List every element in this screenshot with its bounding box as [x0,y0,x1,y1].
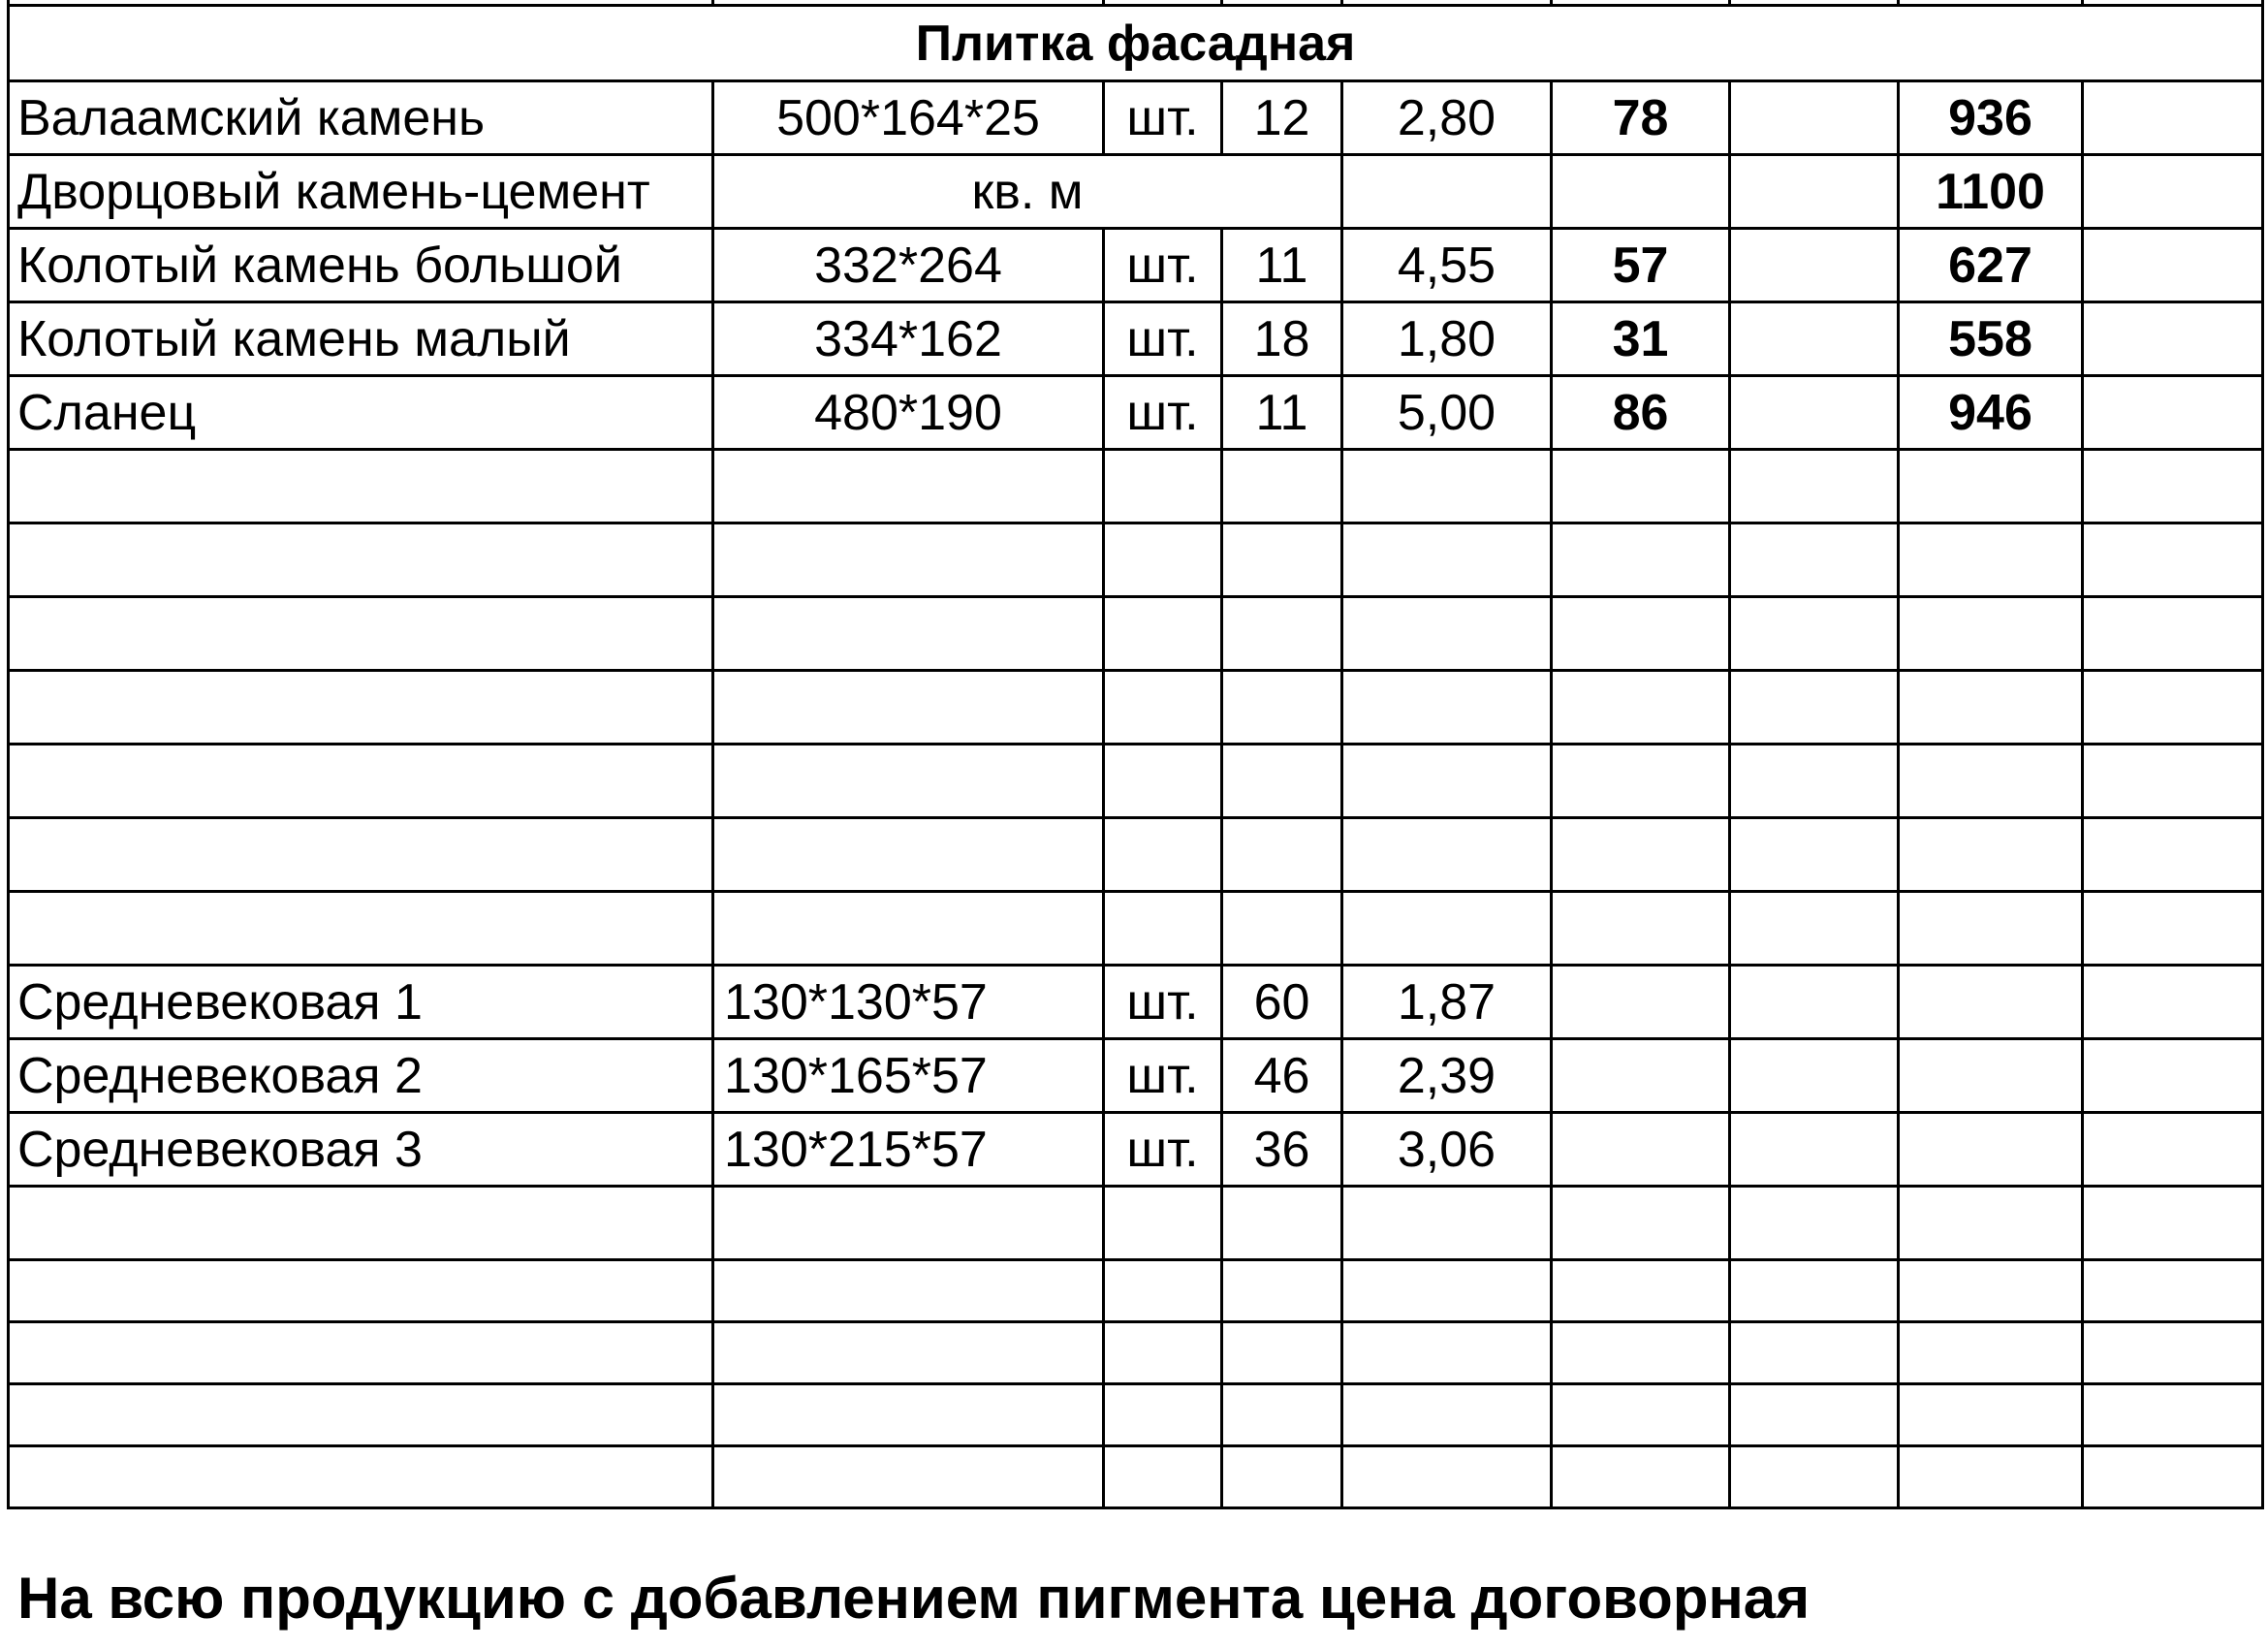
price-cell: 2,80 [1342,81,1552,155]
col8-cell: 558 [1899,302,2083,376]
size-cell: 334*162 [713,302,1104,376]
col8-cell: 936 [1899,81,2083,155]
price-cell: 2,39 [1342,1039,1552,1113]
empty-table-row [9,1260,2263,1322]
empty-table-row [9,1384,2263,1446]
unit-cell: шт. [1104,229,1222,302]
section-title: Плитка фасадная [9,6,2263,81]
empty-table-row [9,523,2263,597]
col8-cell: 627 [1899,229,2083,302]
product-name-cell: Средневековая 2 [9,1039,713,1113]
empty-table-row [9,671,2263,745]
unit-cell: шт. [1104,81,1222,155]
empty-table-row [9,1187,2263,1260]
table-row [9,81,2263,155]
table-row [9,1039,2263,1113]
product-name-cell: Средневековая 3 [9,1113,713,1187]
empty-table-row [9,892,2263,966]
col6-cell: 78 [1552,81,1730,155]
table-row [9,966,2263,1039]
col9-cell [2083,376,2263,450]
table-row [9,155,2263,229]
price-cell: 1,87 [1342,966,1552,1039]
qty-cell: 12 [1222,81,1342,155]
empty-table-row [9,745,2263,818]
price-cell: 3,06 [1342,1113,1552,1187]
col9-cell [2083,155,2263,229]
price-cell: 5,00 [1342,376,1552,450]
col9-cell [2083,302,2263,376]
col6-cell: 86 [1552,376,1730,450]
col7-cell [1730,155,1899,229]
col6-cell: 57 [1552,229,1730,302]
col7-cell [1730,81,1899,155]
col7-cell [1730,376,1899,450]
product-name-cell: Колотый камень большой [9,229,713,302]
size-cell: 130*165*57 [713,1039,1104,1113]
col7-cell [1730,302,1899,376]
empty-table-row [9,450,2263,523]
price-cell: 4,55 [1342,229,1552,302]
qty-cell: 11 [1222,376,1342,450]
col9-cell [2083,229,2263,302]
qty-cell: 11 [1222,229,1342,302]
empty-table-row [9,1446,2263,1508]
qty-cell: 46 [1222,1039,1342,1113]
col7-cell [1730,229,1899,302]
size-cell: 130*130*57 [713,966,1104,1039]
unit-cell: шт. [1104,302,1222,376]
size-cell: 480*190 [713,376,1104,450]
price-sheet [7,0,2261,1509]
product-name-cell: Сланец [9,376,713,450]
table-row [9,376,2263,450]
table-row [9,229,2263,302]
table-row [9,1113,2263,1187]
col9-cell [2083,81,2263,155]
table-row [9,302,2263,376]
size-cell: 130*215*57 [713,1113,1104,1187]
col8-cell: 946 [1899,376,2083,450]
section-header-row [9,6,2263,81]
unit-cell: шт. [1104,376,1222,450]
product-name-cell: Колотый камень малый [9,302,713,376]
qty-cell: 18 [1222,302,1342,376]
empty-table-row [9,1322,2263,1384]
price-table [7,0,2264,1509]
empty-table-row [9,818,2263,892]
col6-cell [1552,155,1730,229]
qty-cell: 60 [1222,966,1342,1039]
unit-cell: шт. [1104,1113,1222,1187]
price-cell [1342,155,1552,229]
qty-cell: 36 [1222,1113,1342,1187]
product-name-cell: Валаамский камень [9,81,713,155]
merged-unit-cell: кв. м [713,155,1342,229]
size-cell: 332*264 [713,229,1104,302]
col8-cell: 1100 [1899,155,2083,229]
size-cell: 500*164*25 [713,81,1104,155]
unit-cell: шт. [1104,966,1222,1039]
col6-cell: 31 [1552,302,1730,376]
unit-cell: шт. [1104,1039,1222,1113]
price-cell: 1,80 [1342,302,1552,376]
product-name-cell: Средневековая 1 [9,966,713,1039]
footer-note: На всю продукцию с добавлением пигмента цена договорная [17,1566,1811,1631]
empty-table-row [9,597,2263,671]
product-name-cell: Дворцовый камень-цемент [9,155,713,229]
